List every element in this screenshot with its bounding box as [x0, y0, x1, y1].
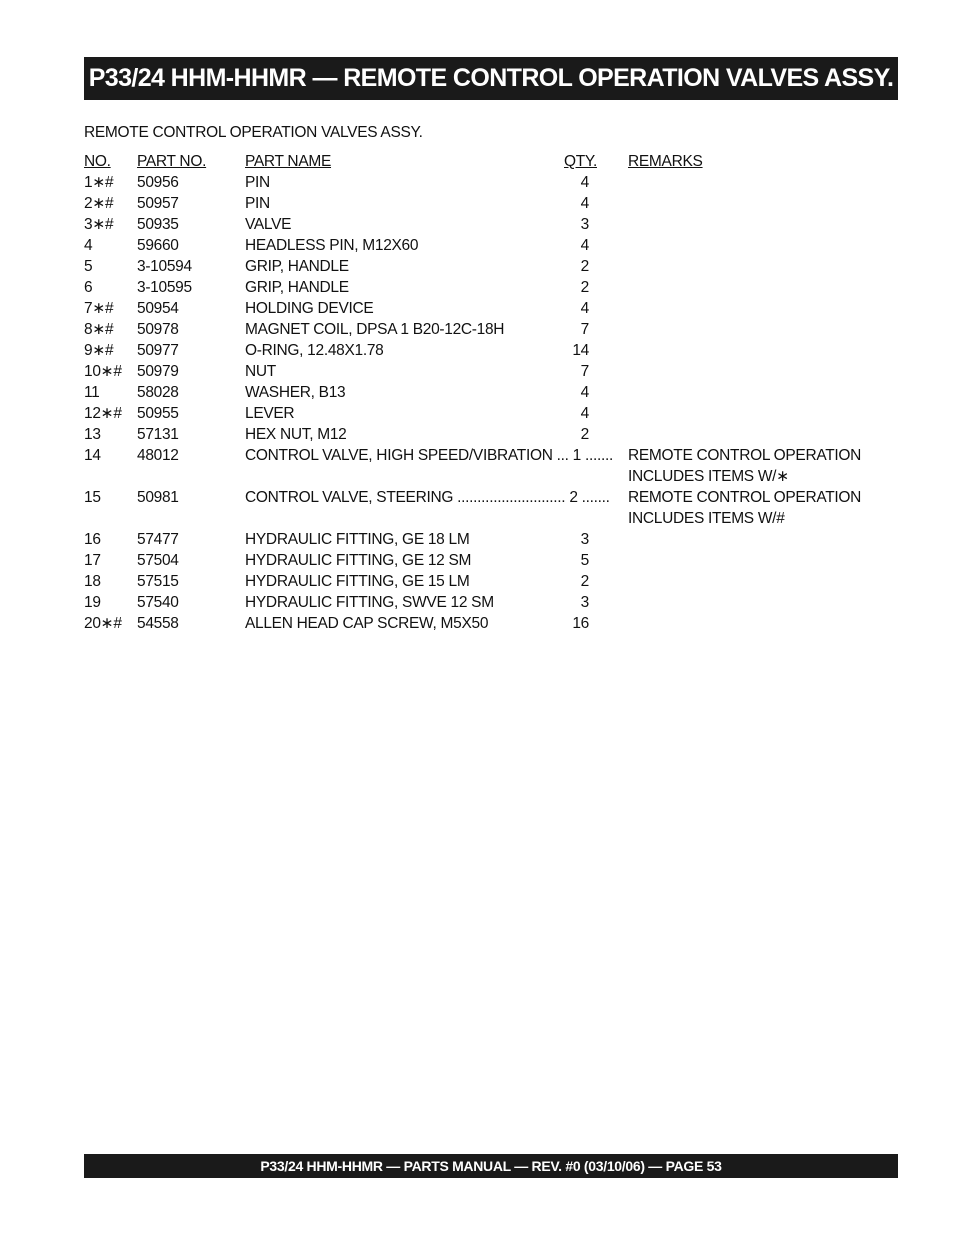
table-row	[84, 424, 898, 445]
column-header-no: NO.	[84, 153, 111, 170]
item-number: 18	[84, 573, 101, 590]
part-name: CONTROL VALVE, HIGH SPEED/VIBRATION ... 1 .......	[245, 447, 614, 464]
part-name: HYDRAULIC FITTING, GE 12 SM	[245, 552, 472, 569]
section-heading: REMOTE CONTROL OPERATION VALVES ASSY.	[84, 124, 423, 141]
part-name: GRIP, HANDLE	[245, 279, 349, 296]
quantity: 3	[580, 531, 589, 548]
part-number: 50979	[137, 363, 179, 380]
part-number: 50954	[137, 300, 179, 317]
table-row	[84, 319, 898, 340]
part-number: 3-10594	[137, 258, 192, 275]
part-number: 50981	[137, 489, 179, 506]
item-number: 4	[84, 237, 93, 254]
parts-table	[84, 151, 898, 634]
remarks	[628, 487, 861, 529]
item-number: 20∗#	[84, 615, 122, 632]
quantity: 2	[580, 279, 589, 296]
table-row	[84, 592, 898, 613]
part-name: HYDRAULIC FITTING, GE 18 LM	[245, 531, 470, 548]
item-number: 16	[84, 531, 101, 548]
part-name: LEVER	[245, 405, 295, 422]
part-name: O-RING, 12.48X1.78	[245, 342, 384, 359]
table-row	[84, 193, 898, 214]
part-number: 50955	[137, 405, 179, 422]
remarks-line: INCLUDES ITEMS W/∗	[628, 468, 789, 485]
table-row	[84, 403, 898, 424]
part-name: PIN	[245, 174, 270, 191]
item-number: 13	[84, 426, 101, 443]
item-number: 6	[84, 279, 93, 296]
part-number: 57515	[137, 573, 179, 590]
table-row	[84, 571, 898, 592]
part-number: 50957	[137, 195, 179, 212]
part-number: 59660	[137, 237, 179, 254]
table-row	[84, 277, 898, 298]
item-number: 9∗#	[84, 342, 114, 359]
quantity: 4	[580, 405, 589, 422]
table-row	[84, 550, 898, 571]
item-number: 15	[84, 489, 101, 506]
item-number: 12∗#	[84, 405, 122, 422]
table-row	[84, 487, 898, 529]
part-number: 57504	[137, 552, 179, 569]
quantity: 3	[580, 594, 589, 611]
part-name: MAGNET COIL, DPSA 1 B20-12C-18H	[245, 321, 505, 338]
table-row	[84, 235, 898, 256]
table-row	[84, 613, 898, 634]
part-name: VALVE	[245, 216, 292, 233]
quantity: 4	[580, 300, 589, 317]
part-name: NUT	[245, 363, 276, 380]
remarks-line: REMOTE CONTROL OPERATION	[628, 489, 862, 506]
part-number: 54558	[137, 615, 179, 632]
quantity: 7	[580, 363, 589, 380]
part-name: PIN	[245, 195, 270, 212]
table-row	[84, 298, 898, 319]
part-number: 50956	[137, 174, 179, 191]
remarks-line: REMOTE CONTROL OPERATION	[628, 447, 862, 464]
page-footer-bar	[84, 1154, 898, 1178]
quantity: 14	[572, 342, 589, 359]
item-number: 7∗#	[84, 300, 114, 317]
part-name: HYDRAULIC FITTING, SWVE 12 SM	[245, 594, 494, 611]
part-name: HEX NUT, M12	[245, 426, 347, 443]
part-number: 48012	[137, 447, 179, 464]
remarks-line: INCLUDES ITEMS W/#	[628, 510, 785, 527]
quantity: 3	[580, 216, 589, 233]
part-number: 58028	[137, 384, 179, 401]
part-name: WASHER, B13	[245, 384, 346, 401]
part-name: CONTROL VALVE, STEERING ........................... 2 .......	[245, 489, 610, 506]
part-number: 57477	[137, 531, 179, 548]
quantity: 2	[580, 258, 589, 275]
table-row	[84, 382, 898, 403]
remarks	[628, 445, 861, 487]
quantity: 4	[580, 237, 589, 254]
column-header-part-name: PART NAME	[245, 153, 332, 170]
part-number: 50977	[137, 342, 179, 359]
item-number: 1∗#	[84, 174, 114, 191]
quantity: 5	[580, 552, 589, 569]
column-header-remarks: REMARKS	[628, 153, 703, 170]
column-header-qty: QTY.	[564, 153, 597, 170]
part-number: 57131	[137, 426, 179, 443]
item-number: 17	[84, 552, 101, 569]
column-header-part-no: PART NO.	[137, 153, 207, 170]
quantity: 4	[580, 174, 589, 191]
table-row	[84, 340, 898, 361]
quantity: 4	[580, 195, 589, 212]
part-number: 50935	[137, 216, 179, 233]
part-number: 50978	[137, 321, 179, 338]
item-number: 8∗#	[84, 321, 114, 338]
table-row	[84, 172, 898, 193]
table-row	[84, 214, 898, 235]
part-name: HOLDING DEVICE	[245, 300, 374, 317]
quantity: 7	[580, 321, 589, 338]
part-number: 3-10595	[137, 279, 192, 296]
quantity: 2	[580, 573, 589, 590]
table-body	[84, 172, 898, 634]
page-title-bar	[84, 57, 898, 100]
table-row	[84, 361, 898, 382]
item-number: 3∗#	[84, 216, 114, 233]
quantity: 4	[580, 384, 589, 401]
part-name: GRIP, HANDLE	[245, 258, 349, 275]
item-number: 5	[84, 258, 93, 275]
page-title: P33/24 HHM-HHMR — REMOTE CONTROL OPERATION VALVES ASSY.	[88, 64, 894, 92]
quantity: 2	[580, 426, 589, 443]
quantity: 16	[572, 615, 589, 632]
part-name: HYDRAULIC FITTING, GE 15 LM	[245, 573, 470, 590]
page-footer: P33/24 HHM-HHMR — PARTS MANUAL — REV. #0 (03/10/06) — PAGE 53	[260, 1158, 722, 1174]
table-header-row	[84, 151, 898, 172]
part-name: ALLEN HEAD CAP SCREW, M5X50	[245, 615, 489, 632]
item-number: 14	[84, 447, 101, 464]
part-number: 57540	[137, 594, 179, 611]
item-number: 19	[84, 594, 101, 611]
table-row	[84, 529, 898, 550]
part-name: HEADLESS PIN, M12X60	[245, 237, 419, 254]
item-number: 11	[84, 384, 100, 401]
item-number: 10∗#	[84, 363, 122, 380]
table-row	[84, 256, 898, 277]
table-row	[84, 445, 898, 487]
item-number: 2∗#	[84, 195, 114, 212]
